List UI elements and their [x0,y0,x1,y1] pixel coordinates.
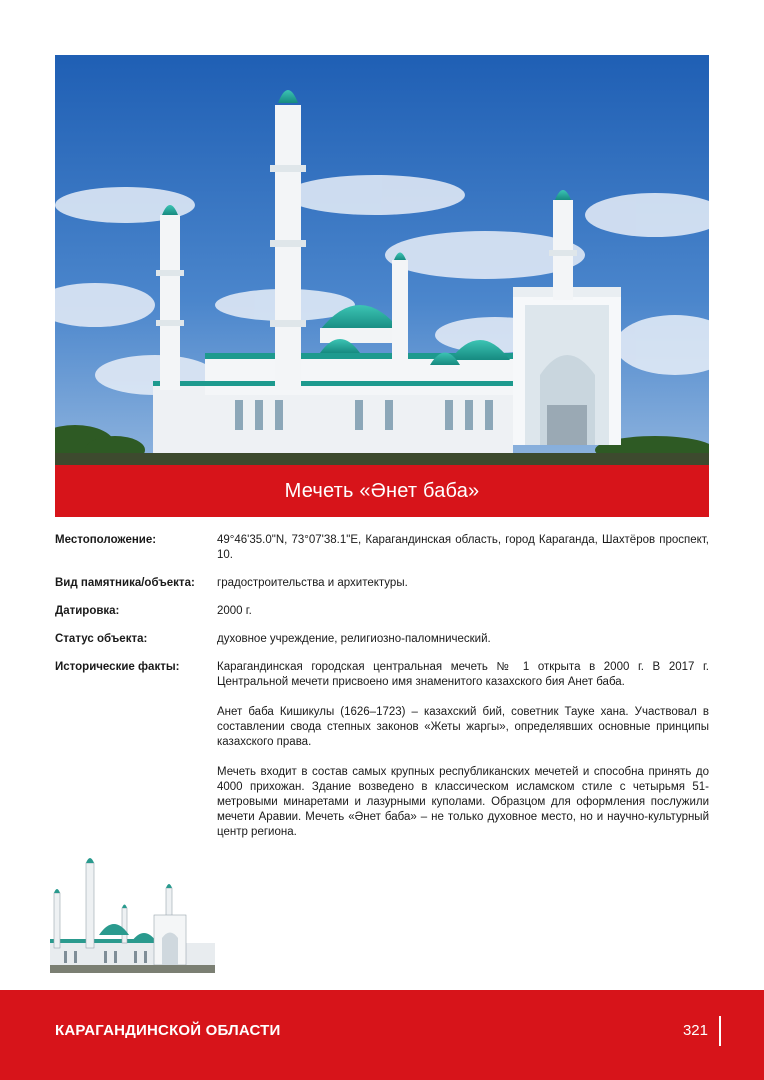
detail-value [217,576,709,591]
detail-label: Датировка: [55,605,120,617]
page-number: 321 [682,1022,708,1039]
detail-value [217,632,709,647]
detail-paragraph: градостроительства и архитектуры. [217,577,408,589]
page-footer [0,990,764,1080]
detail-value [217,660,709,840]
detail-label: Исторические факты: [55,661,180,673]
title-banner [55,465,709,517]
footer-region-title: КАРАГАНДИНСКОЙ ОБЛАСТИ [55,1022,281,1039]
detail-paragraph: Анет баба Кишикулы (1626–1723) – казахский бий, советник Тауке хана. Участвовал в составлении свода степных законов «Жеты жаргы», определявших основные принципы казахского права. [217,706,709,748]
detail-row-location [55,533,709,563]
detail-row-history [55,660,709,840]
detail-row-date [55,604,709,619]
mosque-photo [55,55,709,465]
detail-value [217,604,709,619]
detail-paragraph: 49°46'35.0"N, 73°07'38.1"E, Карагандинская область, город Караганда, Шахтёров проспект, 10. [217,534,709,561]
detail-paragraph: Мечеть входит в состав самых крупных республиканских мечетей и способна принять до 4000 прихожан. Здание возведено в классическом исламском стиле с четырьмя 51-метровыми минаретами и лазурными куполами. Образцом для оформления послужили мечети Аравии. Мечеть «Әнет баба» – не только духовное место, но и научно-культурный центр региона. [217,766,709,838]
detail-paragraph: духовное учреждение, религиозно-паломнический. [217,633,491,645]
detail-row-type [55,576,709,591]
detail-label: Вид памятника/объекта: [55,577,195,589]
mosque-sketch-image [44,843,216,978]
page-number-divider [719,1016,721,1046]
detail-label: Статус объекта: [55,633,148,645]
detail-row-status [55,632,709,647]
detail-value [217,533,709,563]
detail-paragraph: Карагандинская городская центральная мечеть № 1 открыта в 2000 г. В 2017 г. Центральной мечети присвоено имя знаменитого казахского бия Анет баба. [217,661,709,688]
detail-paragraph: 2000 г. [217,605,252,617]
mosque-title: Мечеть «Әнет баба» [284,479,480,502]
detail-label: Местоположение: [55,534,157,546]
details-section [55,533,709,853]
